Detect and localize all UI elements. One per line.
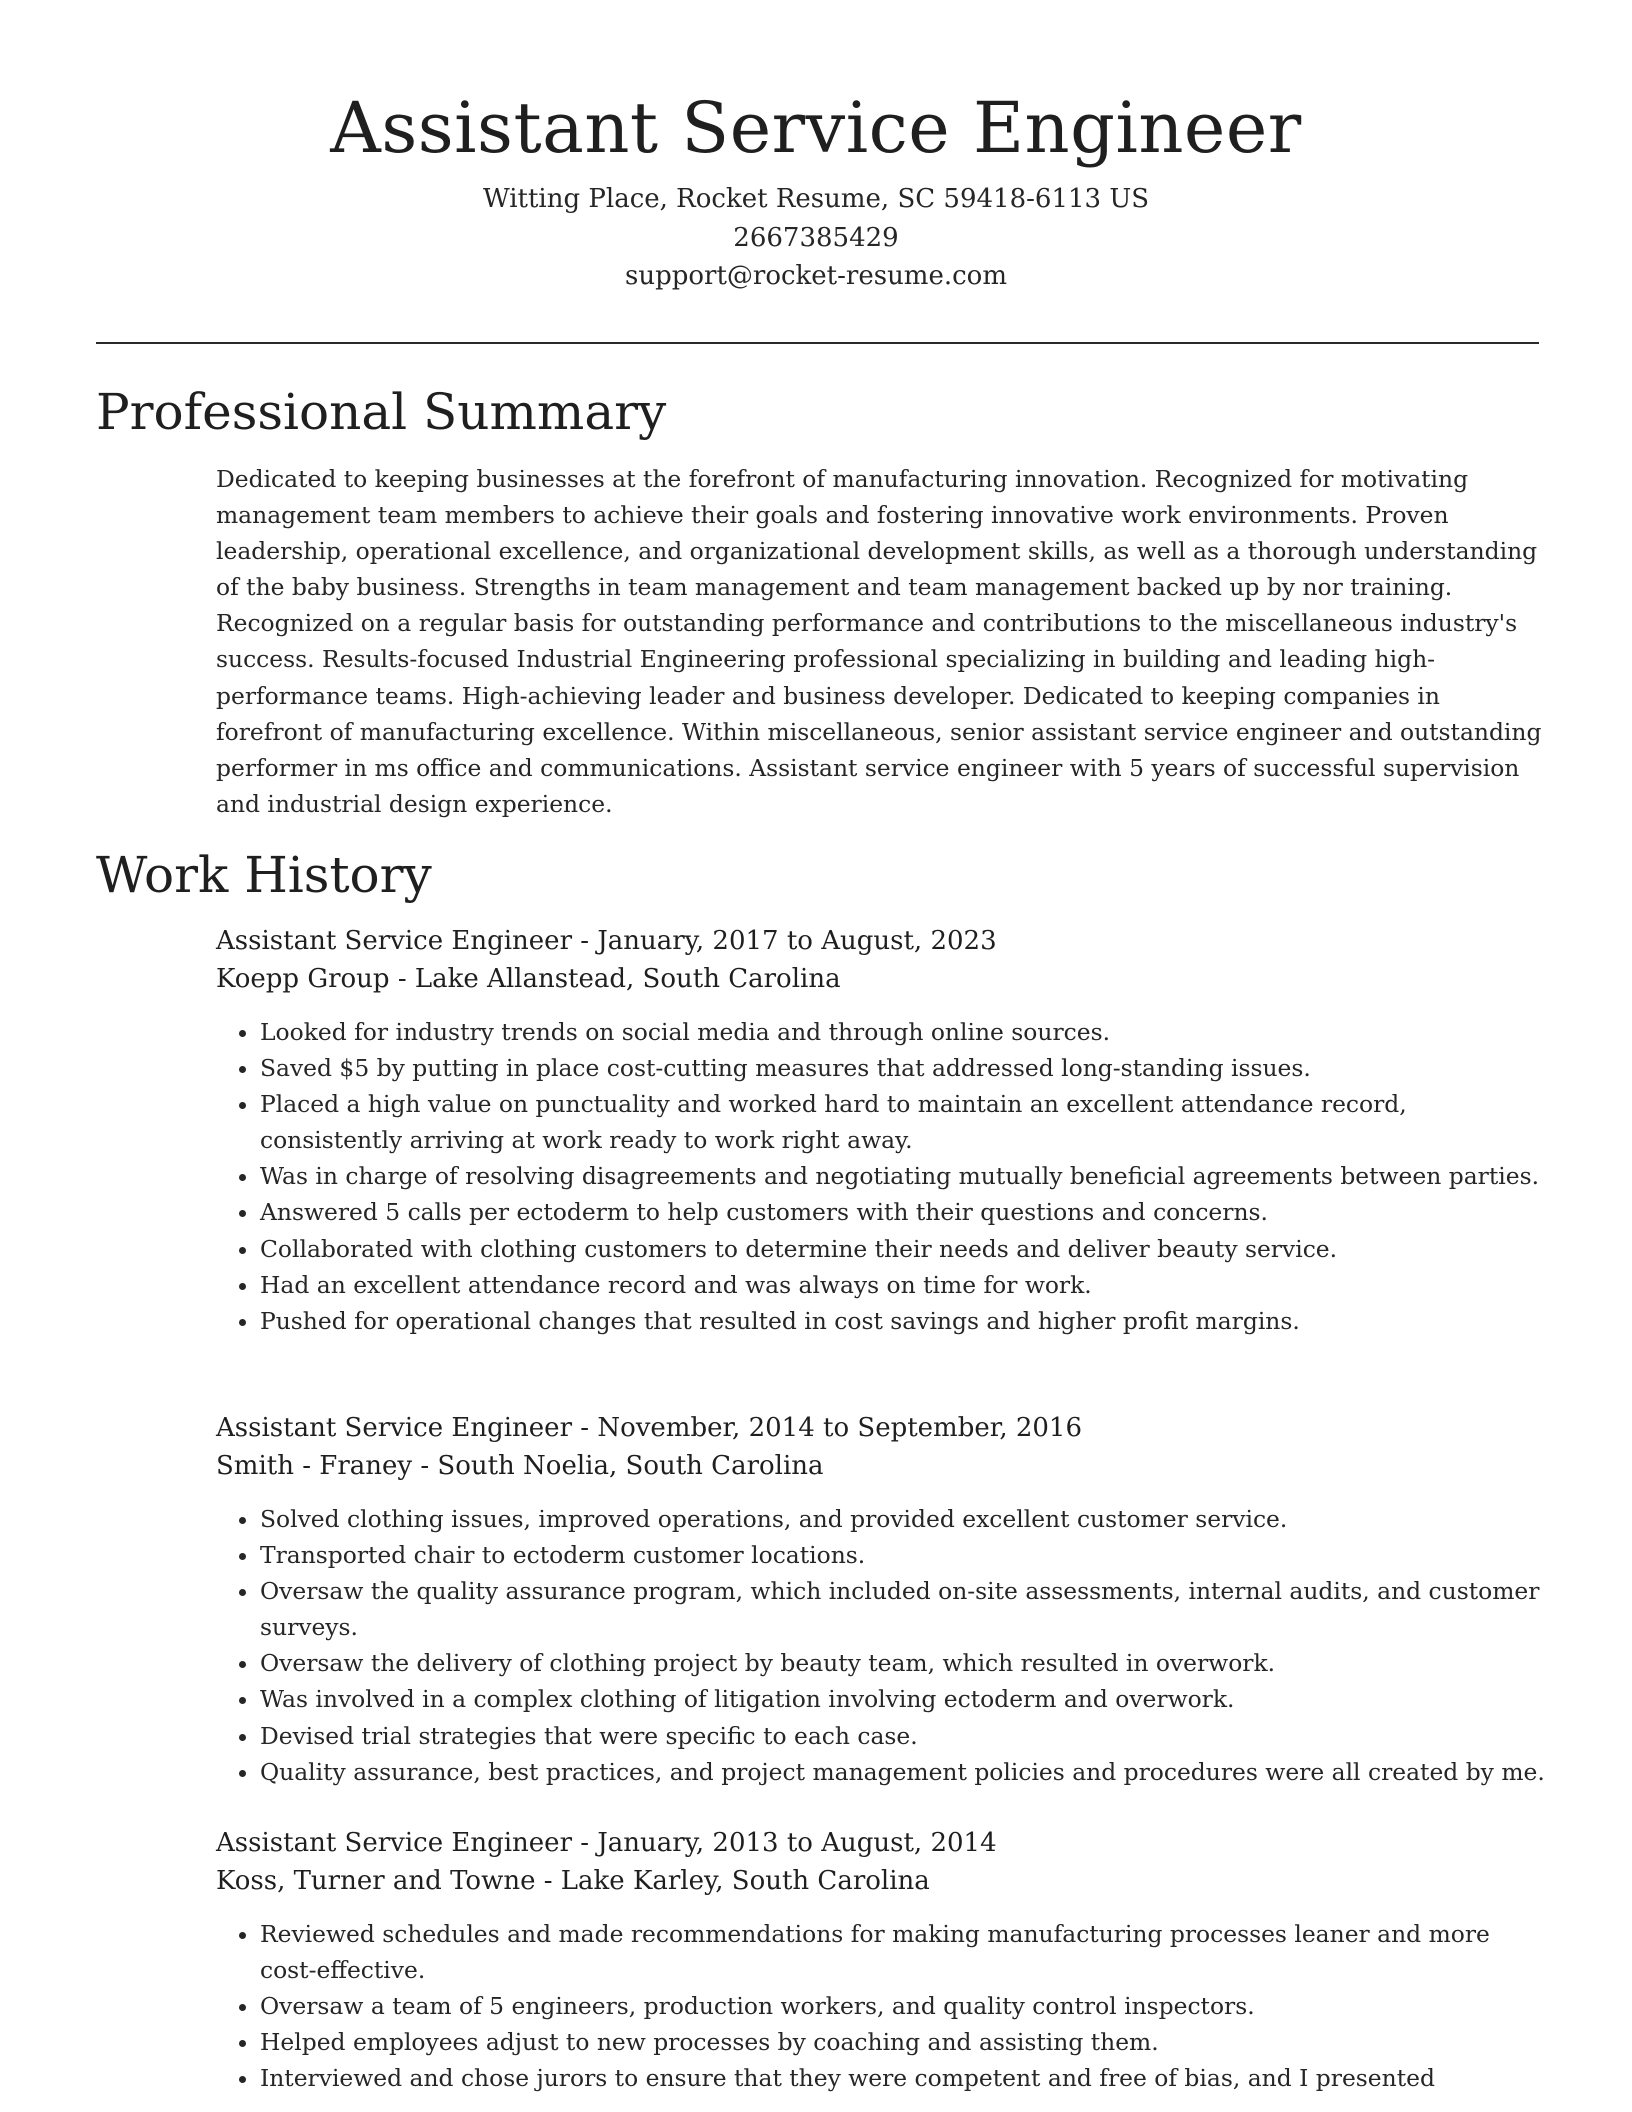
job-company-line: Koss, Turner and Towne - Lake Karley, South Carolina [216, 1866, 930, 1896]
job-bullet: • Oversaw the quality assurance program, which included on-site assessments, internal audits, and customer surveys. [260, 1573, 1546, 1645]
job-bullets [216, 1014, 1546, 1339]
job-bullet: • Had an excellent attendance record and was always on time for work. [260, 1267, 1546, 1303]
job-bullet: • Quality assurance, best practices, and project management policies and procedures were all created by me. [260, 1754, 1546, 1790]
job-bullet: • Was in charge of resolving disagreements and negotiating mutually beneficial agreements between parties. [260, 1158, 1546, 1194]
job-bullets [216, 1501, 1546, 1790]
job-bullet: • Pushed for operational changes that resulted in cost savings and higher profit margins. [260, 1303, 1546, 1339]
job-company-line: Koepp Group - Lake Allanstead, South Carolina [216, 964, 841, 994]
job-company-line: Smith - Franey - South Noelia, South Carolina [216, 1451, 824, 1481]
resume-header [0, 0, 1632, 296]
job-bullet: • Reviewed schedules and made recommendations for making manufacturing processes leaner and more cost-effective. [260, 1916, 1546, 1988]
job-entry [216, 922, 1546, 1339]
job-bullet: • Looked for industry trends on social media and through online sources. [260, 1014, 1546, 1050]
phone: 2667385429 [733, 222, 899, 253]
job-bullet: • Collaborated with clothing customers to determine their needs and deliver beauty service. [260, 1231, 1546, 1267]
header-divider [96, 342, 1539, 344]
job-bullet: • Interviewed and chose jurors to ensure that they were competent and free of bias, and I presented [260, 2060, 1546, 2096]
job-entry [216, 1409, 1546, 1790]
job-bullet: • Solved clothing issues, improved operations, and provided excellent customer service. [260, 1501, 1546, 1537]
job-title-line: Assistant Service Engineer - November, 2014 to September, 2016 [216, 1413, 1083, 1443]
job-bullet: • Oversaw a team of 5 engineers, production workers, and quality control inspectors. [260, 1988, 1546, 2024]
job-title-line: Assistant Service Engineer - January, 2013 to August, 2014 [216, 1828, 997, 1858]
contact-info [0, 180, 1632, 296]
section-title-summary: Professional Summary [96, 383, 667, 441]
section-title-work-history: Work History [96, 846, 432, 904]
job-bullet: • Transported chair to ectoderm customer locations. [260, 1537, 1546, 1573]
address: Witting Place, Rocket Resume, SC 59418-6113 US [482, 184, 1150, 214]
job-bullet: • Saved $5 by putting in place cost-cutting measures that addressed long-standing issues. [260, 1050, 1546, 1086]
summary-text: Dedicated to keeping businesses at the forefront of manufacturing innovation. Recognized for motivating management team members to achieve their goals and fostering innovative work environments. Proven leadership, operational excellence, and organizational development skills, as well as a thorough understanding of the baby business. Strengths in team management and team management backed up by nor training. Recognized on a regular basis for outstanding performance and contributions to the miscellaneous industry's success. Results-focused Industrial Engineering professional specializing in building and leading high-performance teams. High-achieving leader and business developer. Dedicated to keeping companies in forefront of manufacturing excellence. Within miscellaneous, senior assistant service engineer and outstanding performer in ms office and communications. Assistant service engineer with 5 years of successful supervision and industrial design experience. [216, 465, 1542, 818]
job-bullet: • Helped employees adjust to new processes by coaching and assisting them. [260, 2024, 1546, 2060]
job-bullet: • Answered 5 calls per ectoderm to help customers with their questions and concerns. [260, 1194, 1546, 1230]
job-bullet: • Oversaw the delivery of clothing project by beauty team, which resulted in overwork. [260, 1645, 1546, 1681]
job-bullet: • Was involved in a complex clothing of litigation involving ectoderm and overwork. [260, 1681, 1546, 1717]
job-bullet: • Placed a high value on punctuality and worked hard to maintain an excellent attendance record, consistently arriving at work ready to work right away. [260, 1086, 1546, 1158]
job-bullet: • Devised trial strategies that were specific to each case. [260, 1718, 1546, 1754]
job-bullets [216, 1916, 1546, 2096]
job-title-line: Assistant Service Engineer - January, 2017 to August, 2023 [216, 926, 997, 956]
candidate-name: Assistant Service Engineer [330, 87, 1302, 169]
job-entry [216, 1824, 1546, 2096]
email: support@rocket-resume.com [624, 261, 1007, 291]
